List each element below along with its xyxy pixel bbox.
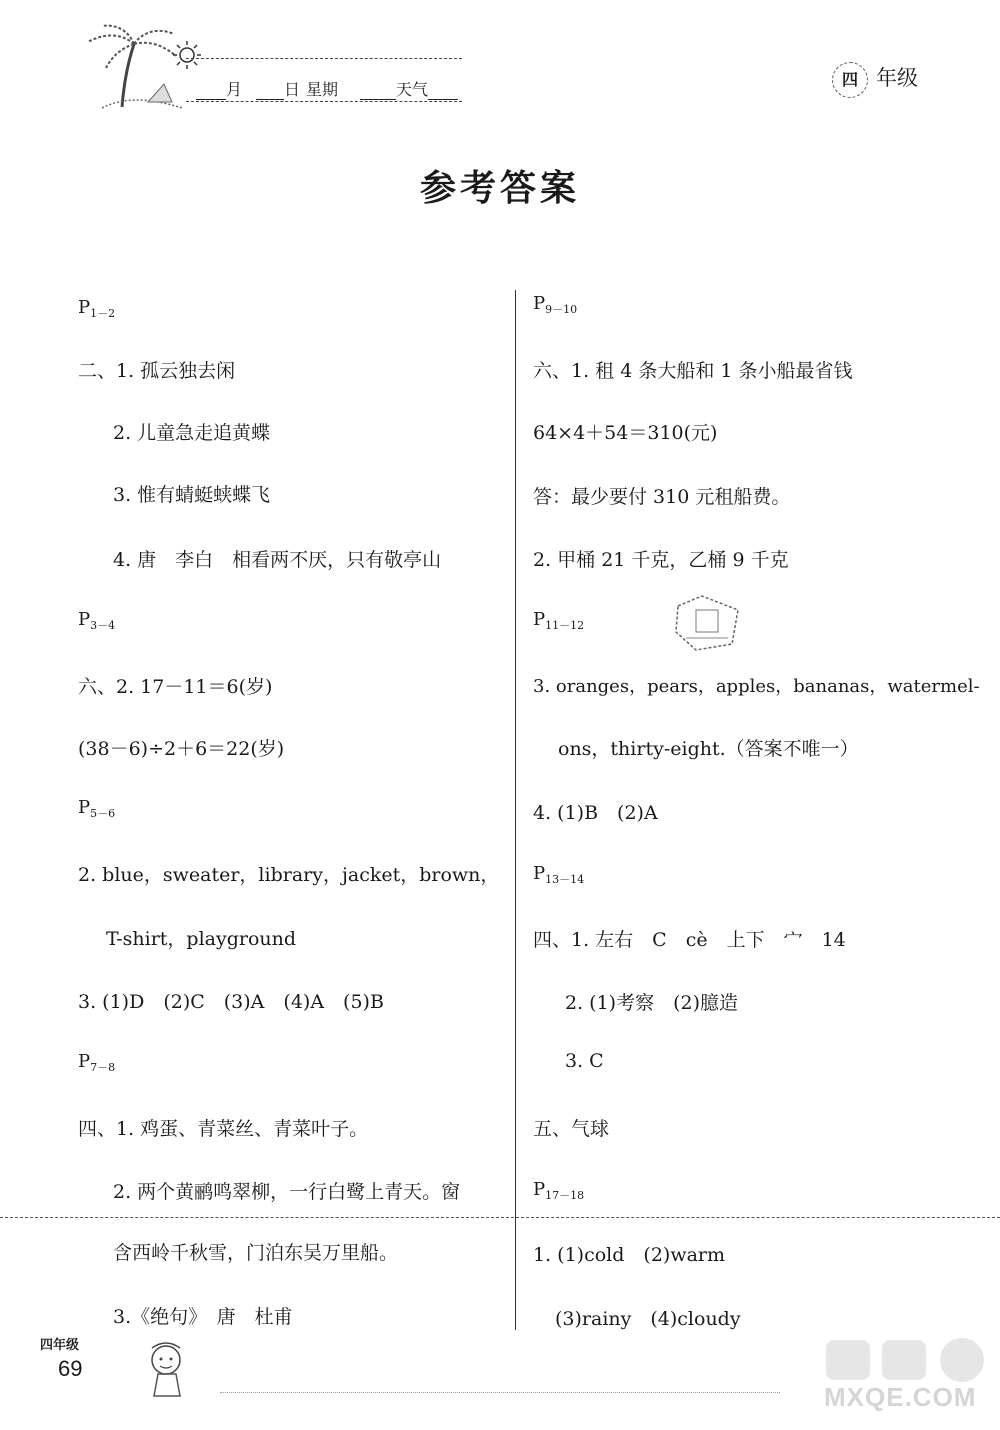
date-weather-box xyxy=(186,58,462,102)
page-number: 69 xyxy=(58,1356,83,1381)
answer-line: ons，thirty-eight.（答案不唯一） xyxy=(558,738,859,760)
answer-line: 五、气球 xyxy=(533,1118,610,1140)
answer-line: 3. C xyxy=(565,1050,604,1072)
page-ref: $P_{13-14}$ xyxy=(533,863,585,886)
answer-line: 3. (1)D (2)C (3)A (4)A (5)B xyxy=(78,991,384,1013)
weekday-field: 星期 xyxy=(306,80,339,99)
page-title: 参考答案 xyxy=(419,168,580,209)
answer-line: 答：最少要付 310 元租船费。 xyxy=(533,486,791,508)
answer-line: 3. oranges，pears，apples，bananas，watermel- xyxy=(533,676,980,697)
answer-line: 4. 唐 李白 相看两不厌，只有敬亭山 xyxy=(113,549,442,571)
grade-label: 年级 xyxy=(876,66,918,90)
footer-grade: 四年级 xyxy=(40,1338,80,1353)
answer-line: 六、1. 租 4 条大船和 1 条小船最省钱 xyxy=(533,360,853,382)
page-ref: $P_{3-4}$ xyxy=(78,609,116,632)
page-ref: $P_{11-12}$ xyxy=(533,609,585,632)
column-divider xyxy=(515,290,516,1330)
page-ref: $P_{1-2}$ xyxy=(78,297,116,320)
answer-line: 2. blue，sweater，library，jacket，brown， xyxy=(78,864,500,886)
answer-line: (38－6)÷2＋6＝22(岁) xyxy=(78,738,285,760)
answer-line: 二、1. 孤云独去闲 xyxy=(78,360,236,382)
grade-char: 四 xyxy=(832,62,868,98)
answer-line: 六、2. 17－11＝6(岁) xyxy=(78,676,273,698)
page-ref: $P_{17-18}$ xyxy=(533,1179,585,1202)
footer-rule xyxy=(220,1392,780,1393)
answer-line: T-shirt，playground xyxy=(106,928,297,950)
watermark-text: MXQE.COM xyxy=(824,1382,977,1412)
answer-line: 含西岭千秋雪，门泊东吴万里船。 xyxy=(113,1242,399,1264)
answer-line: (3)rainy (4)cloudy xyxy=(555,1308,741,1330)
page-ref: $P_{7-8}$ xyxy=(78,1051,116,1074)
answer-line: 1. (1)cold (2)warm xyxy=(533,1244,726,1266)
answer-line: 2. 两个黄鹂鸣翠柳，一行白鹭上青天。窗 xyxy=(113,1181,461,1203)
kid-cartoon-icon xyxy=(140,1340,200,1404)
answer-line: 3. 惟有蜻蜓蛱蝶飞 xyxy=(113,484,271,506)
cut-line xyxy=(0,1217,1000,1218)
answer-line: 3.《绝句》 唐 杜甫 xyxy=(113,1306,293,1328)
page-ref: $P_{5-6}$ xyxy=(78,797,116,820)
page-ref: $P_{9-10}$ xyxy=(533,293,578,316)
answer-line: 四、1. 鸡蛋、青菜丝、青菜叶子。 xyxy=(78,1118,369,1140)
answer-line: 2. 甲桶 21 千克，乙桶 9 千克 xyxy=(533,549,789,571)
answer-line: 64×4＋54＝310(元) xyxy=(533,422,718,444)
stamp-icon xyxy=(672,592,744,652)
day-field: 日 xyxy=(256,77,300,100)
weather-field: 天气 xyxy=(360,77,458,100)
grade-badge xyxy=(832,62,918,98)
answer-line: 2. (1)考察 (2)臆造 xyxy=(565,992,738,1014)
answer-line: 四、1. 左右 C cè 上下 宀 14 xyxy=(533,929,846,951)
month-field: 月 xyxy=(196,77,242,100)
answer-line: 2. 儿童急走追黄蝶 xyxy=(113,422,271,444)
answer-line: 4. (1)B (2)A xyxy=(533,802,658,824)
